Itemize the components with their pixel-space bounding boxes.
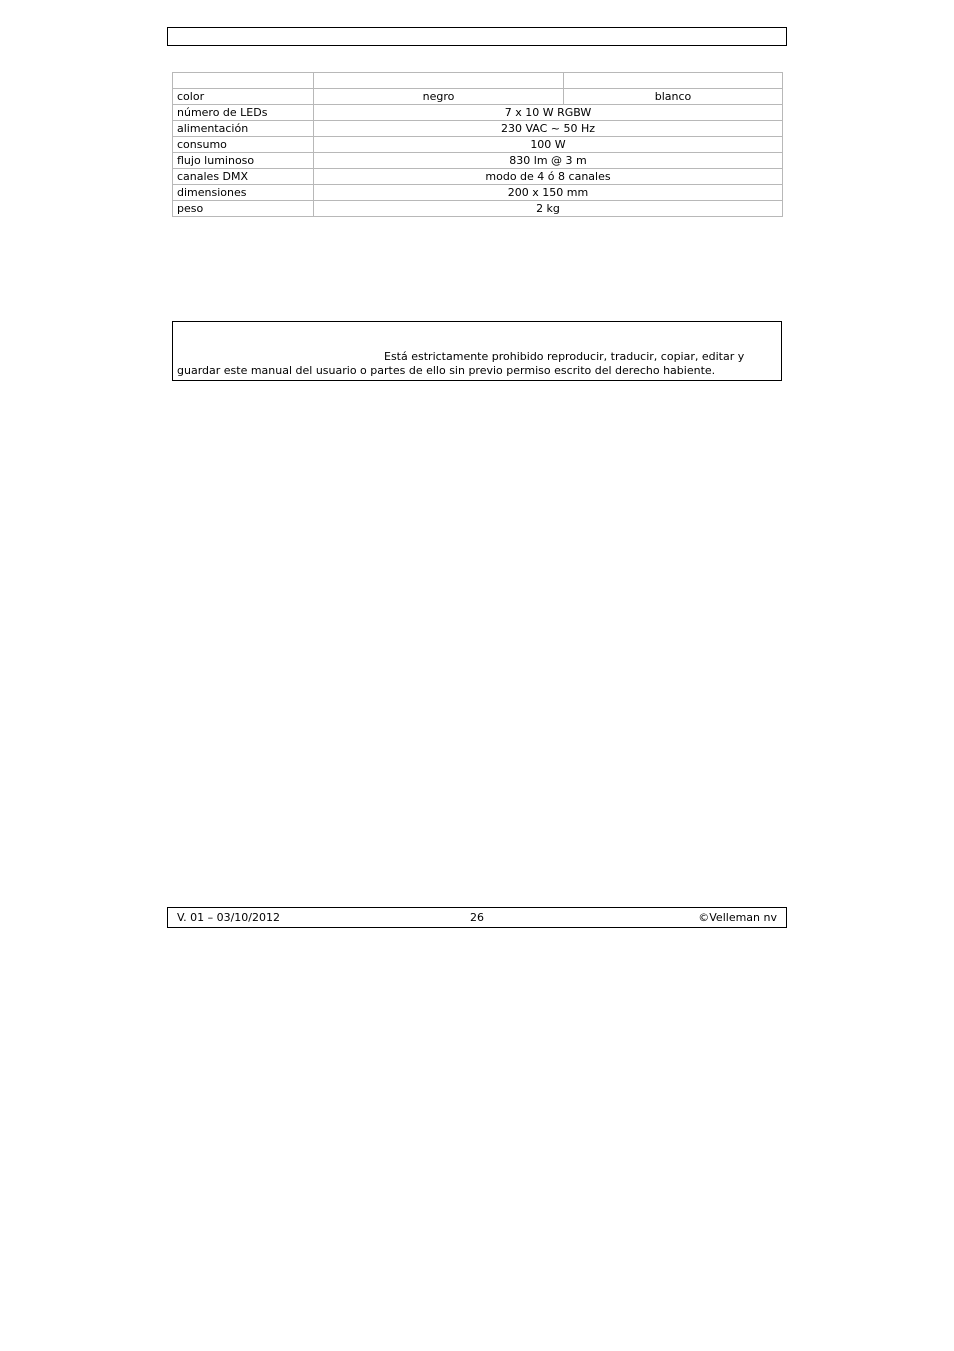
table-row	[173, 169, 783, 185]
spec-value: 2 kg	[314, 201, 783, 217]
spec-value: 200 x 150 mm	[314, 185, 783, 201]
table-row	[173, 153, 783, 169]
footer-copyright: ©Velleman nv	[698, 911, 777, 924]
spec-label: alimentación	[173, 121, 314, 137]
header-cell	[314, 73, 564, 89]
spec-value: negro	[314, 89, 564, 105]
footer-version: V. 01 – 03/10/2012	[177, 911, 280, 924]
spec-value: blanco	[564, 89, 783, 105]
footer-page-number: 26	[470, 911, 484, 924]
spec-value: 830 lm @ 3 m	[314, 153, 783, 169]
spec-label: consumo	[173, 137, 314, 153]
header-cell	[564, 73, 783, 89]
page-header-box	[167, 27, 787, 46]
spec-label: dimensiones	[173, 185, 314, 201]
spec-value: 7 x 10 W RGBW	[314, 105, 783, 121]
spec-label: canales DMX	[173, 169, 314, 185]
table-row	[173, 89, 783, 105]
table-row	[173, 105, 783, 121]
spec-value: 100 W	[314, 137, 783, 153]
copyright-notice-text: Está estrictamente prohibido reproducir, traducir, copiar, editar y guardar este manual del usuario o partes de ello sin previo permiso escrito del derecho habiente.	[177, 350, 745, 377]
copyright-notice-box	[172, 321, 782, 381]
page-footer	[167, 907, 787, 928]
table-row	[173, 201, 783, 217]
table-row	[173, 137, 783, 153]
spec-label: número de LEDs	[173, 105, 314, 121]
table-header-row	[173, 73, 783, 89]
header-cell	[173, 73, 314, 89]
specifications-table	[172, 72, 783, 217]
spec-value: modo de 4 ó 8 canales	[314, 169, 783, 185]
spec-label: peso	[173, 201, 314, 217]
spec-label: flujo luminoso	[173, 153, 314, 169]
spec-value: 230 VAC ~ 50 Hz	[314, 121, 783, 137]
table-row	[173, 185, 783, 201]
spec-label: color	[173, 89, 314, 105]
table-row	[173, 121, 783, 137]
